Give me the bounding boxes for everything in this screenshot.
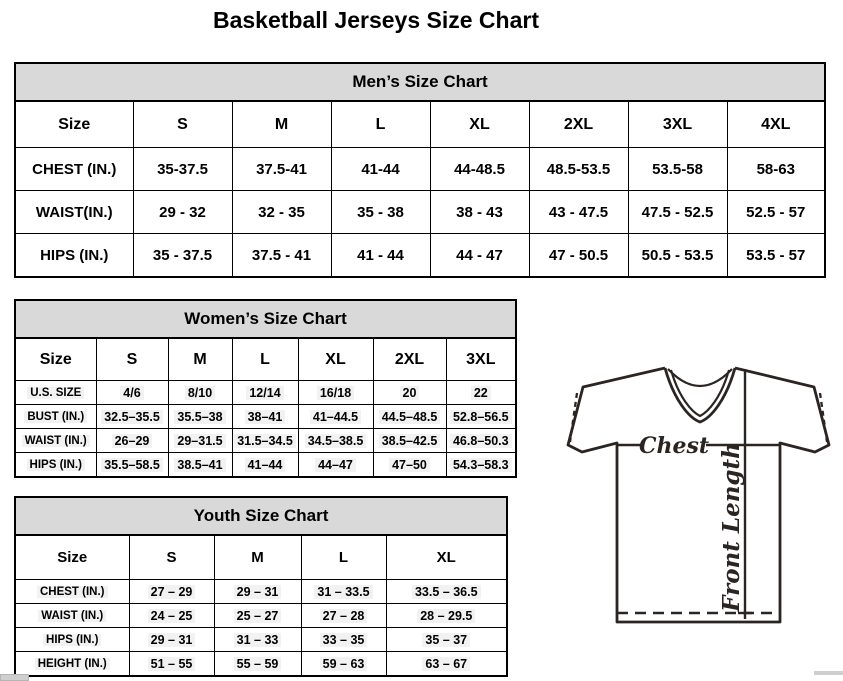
womens_chart-cell: 35.5–58.5 [96,453,168,478]
collar-back-icon [668,369,732,386]
womens_chart-cell: 38–41 [232,405,298,429]
womens_chart-cell: 34.5–38.5 [298,429,373,453]
mens_chart-cell: 37.5 - 41 [232,234,331,278]
youth_chart-size-header: Size [15,535,129,580]
womens_chart-cell: 41–44.5 [298,405,373,429]
womens_chart-cell: 44.5–48.5 [373,405,446,429]
youth_chart-cell: 51 – 55 [129,652,214,677]
womens_chart-cell: 16/18 [298,381,373,405]
youth_chart-cell: 31 – 33.5 [301,580,386,604]
womens_chart-row [15,429,516,453]
mens_chart-cell: 37.5-41 [232,148,331,191]
womens_chart-cell: 29–31.5 [168,429,232,453]
mens_chart-column-header-s: S [133,101,232,148]
womens_chart-cell: 41–44 [232,453,298,478]
womens_chart-cell: 32.5–35.5 [96,405,168,429]
youth_chart-cell: 33.5 – 36.5 [386,580,507,604]
womens_chart-cell: 26–29 [96,429,168,453]
womens_chart-column-header-2xl: 2XL [373,338,446,381]
horizontal-scrollbar-fragment-right[interactable] [814,671,843,675]
mens_chart-row [15,191,825,234]
womens_chart-cell: 35.5–38 [168,405,232,429]
womens_chart-row [15,405,516,429]
jersey-outline-icon [568,368,829,622]
womens_chart-cell: 38.5–41 [168,453,232,478]
youth_chart-cell: 59 – 63 [301,652,386,677]
womens_chart-cell: 12/14 [232,381,298,405]
youth_chart-row-label: CHEST (IN.) [15,580,129,604]
horizontal-scrollbar-fragment-left[interactable] [0,674,29,681]
youth_chart-cell: 25 – 27 [214,604,301,628]
youth_chart-cell: 31 – 33 [214,628,301,652]
youth_chart-title: Youth Size Chart [15,497,507,535]
womens_chart-column-header-xl: XL [298,338,373,381]
mens_chart-cell: 29 - 32 [133,191,232,234]
mens_chart-row-label: WAIST(IN.) [15,191,133,234]
mens_chart-column-header-3xl: 3XL [628,101,727,148]
womens_chart-cell: 22 [446,381,516,405]
youth_chart-cell: 27 – 28 [301,604,386,628]
youth_chart-row-label: WAIST (IN.) [15,604,129,628]
womens_chart-cell: 52.8–56.5 [446,405,516,429]
womens_chart-row-label: WAIST (IN.) [15,429,96,453]
womens_chart-row-label: HIPS (IN.) [15,453,96,478]
mens_chart-cell: 50.5 - 53.5 [628,234,727,278]
youth_chart-row [15,652,507,677]
youth_chart-cell: 35 – 37 [386,628,507,652]
womens_chart-cell: 8/10 [168,381,232,405]
mens_chart-row-label: CHEST (IN.) [15,148,133,191]
mens_chart-column-header-xl: XL [430,101,529,148]
mens_chart-cell: 47 - 50.5 [529,234,628,278]
mens_chart-cell: 35 - 37.5 [133,234,232,278]
mens_chart-row [15,148,825,191]
youth_chart-cell: 63 – 67 [386,652,507,677]
mens_chart-column-header-4xl: 4XL [727,101,825,148]
womens_chart-cell: 20 [373,381,446,405]
mens_chart-title: Men’s Size Chart [15,63,825,101]
youth_chart-cell: 24 – 25 [129,604,214,628]
mens_chart-cell: 58-63 [727,148,825,191]
womens_chart-title: Women’s Size Chart [15,300,516,338]
youth_chart-cell: 29 – 31 [214,580,301,604]
mens_chart-cell: 35 - 38 [331,191,430,234]
youth-size-chart-table [14,496,508,677]
jersey-measurement-diagram-icon [555,355,843,645]
womens_chart-row [15,453,516,478]
mens_chart-row [15,234,825,278]
mens_chart-cell: 41-44 [331,148,430,191]
womens_chart-column-header-m: M [168,338,232,381]
womens_chart-row-label: U.S. SIZE [15,381,96,405]
youth_chart-cell: 33 – 35 [301,628,386,652]
mens_chart-row-label: HIPS (IN.) [15,234,133,278]
womens_chart-size-header: Size [15,338,96,381]
womens_chart-column-header-l: L [232,338,298,381]
page-title: Basketball Jerseys Size Chart [212,7,539,33]
mens_chart-cell: 48.5-53.5 [529,148,628,191]
youth_chart-row [15,580,507,604]
mens_chart-column-header-m: M [232,101,331,148]
mens_chart-column-header-2xl: 2XL [529,101,628,148]
youth_chart-column-header-m: M [214,535,301,580]
womens_chart-cell: 54.3–58.3 [446,453,516,478]
womens_chart-row [15,381,516,405]
youth_chart-cell: 29 – 31 [129,628,214,652]
youth_chart-row-label: HIPS (IN.) [15,628,129,652]
collar-inner-icon [671,370,729,416]
womens_chart-cell: 44–47 [298,453,373,478]
youth_chart-column-header-s: S [129,535,214,580]
womens_chart-cell: 31.5–34.5 [232,429,298,453]
chest-label: Chest [638,433,710,459]
mens_chart-cell: 53.5 - 57 [727,234,825,278]
youth_chart-column-header-xl: XL [386,535,507,580]
womens_chart-cell: 4/6 [96,381,168,405]
mens_chart-cell: 35-37.5 [133,148,232,191]
youth_chart-column-header-l: L [301,535,386,580]
mens_chart-cell: 32 - 35 [232,191,331,234]
youth_chart-cell: 55 – 59 [214,652,301,677]
mens_chart-cell: 52.5 - 57 [727,191,825,234]
youth_chart-cell: 28 – 29.5 [386,604,507,628]
womens_chart-cell: 38.5–42.5 [373,429,446,453]
mens_chart-column-header-l: L [331,101,430,148]
womens_chart-cell: 46.8–50.3 [446,429,516,453]
womens-size-chart-table [14,299,517,478]
mens_chart-cell: 53.5-58 [628,148,727,191]
front-length-label: Front Length [718,442,745,612]
womens_chart-column-header-s: S [96,338,168,381]
mens_chart-cell: 43 - 47.5 [529,191,628,234]
womens_chart-cell: 47–50 [373,453,446,478]
youth_chart-row [15,628,507,652]
mens-size-chart-table [14,62,826,278]
youth_chart-row [15,604,507,628]
mens_chart-cell: 47.5 - 52.5 [628,191,727,234]
youth_chart-row-label: HEIGHT (IN.) [15,652,129,677]
mens_chart-cell: 44 - 47 [430,234,529,278]
womens_chart-row-label: BUST (IN.) [15,405,96,429]
youth_chart-cell: 27 – 29 [129,580,214,604]
mens_chart-cell: 38 - 43 [430,191,529,234]
mens_chart-cell: 44-48.5 [430,148,529,191]
mens_chart-cell: 41 - 44 [331,234,430,278]
womens_chart-column-header-3xl: 3XL [446,338,516,381]
mens_chart-size-header: Size [15,101,133,148]
